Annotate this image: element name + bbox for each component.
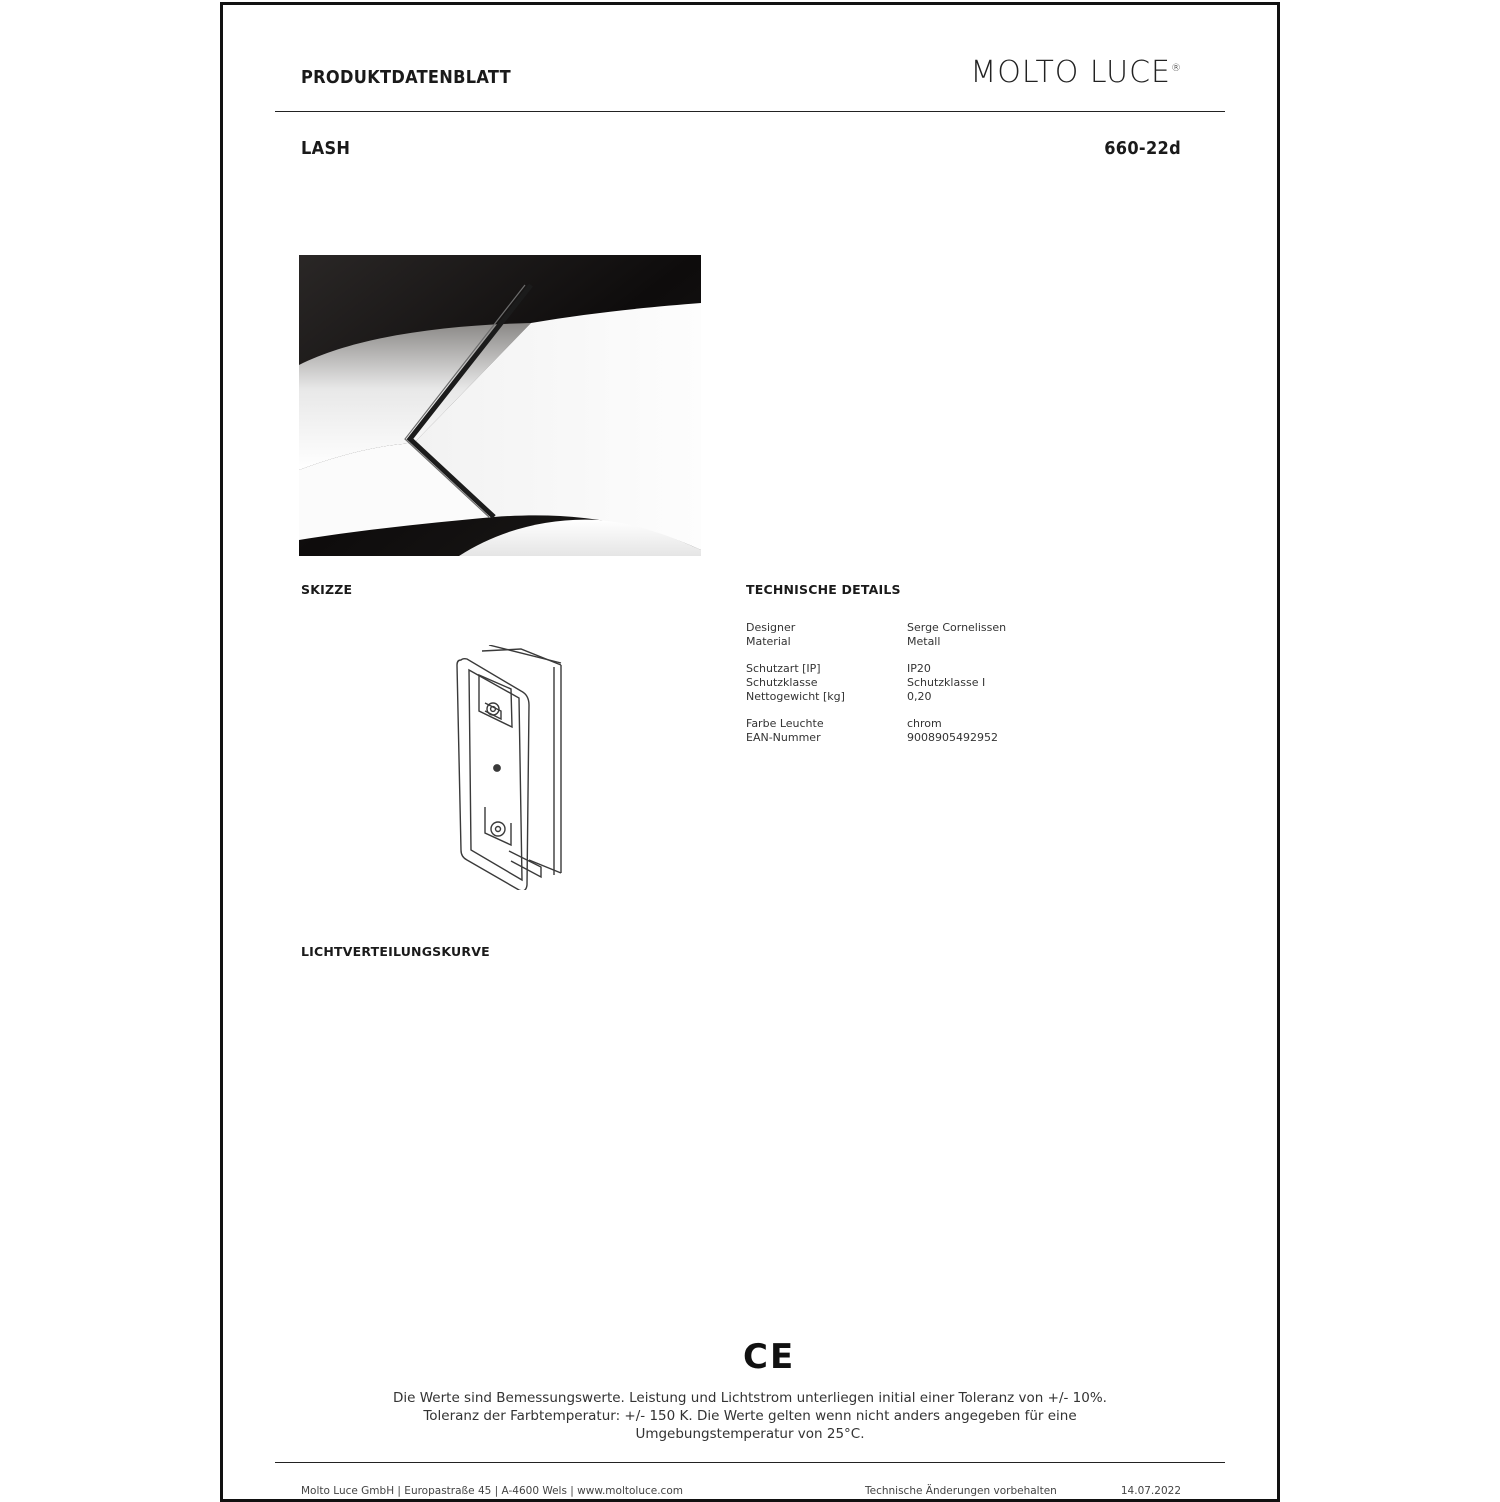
section-title-sketch: SKIZZE [301,582,353,597]
spec-value-designer: Serge Cornelissen [907,621,1007,634]
spec-label-protection-class: Schutzklasse [746,676,818,689]
datasheet-page [220,2,1280,1502]
spec-value-ean: 9008905492952 [907,731,998,744]
spec-label-color: Farbe Leuchte [746,717,824,730]
brand-name: MOLTO LUCE [970,55,1171,90]
footer-date: 14.07.2022 [1120,1485,1181,1497]
section-title-technical-details: TECHNISCHE DETAILS [746,582,901,597]
disclaimer-line-1: Die Werte sind Bemessungswerte. Leistung und Lichtstrom unterliegen initial einer Toleranz von +/- 10%. [393,1390,1107,1406]
section-title-light-distribution: LICHTVERTEILUNGSKURVE [301,944,490,959]
footer-notice: Technische Änderungen vorbehalten [865,1485,1057,1497]
product-photo [299,255,701,556]
spec-value-material: Metall [907,635,941,648]
disclaimer-text [275,1389,1225,1443]
footer-company-info: Molto Luce GmbH | Europastraße 45 | A-4600 Wels | www.moltoluce.com [301,1485,683,1497]
disclaimer-line-3: Umgebungstemperatur von 25°C. [635,1426,865,1442]
spec-label-ean: EAN-Nummer [746,731,821,744]
spec-label-weight: Nettogewicht [kg] [746,690,845,703]
footer-divider [275,1462,1225,1463]
sketch-drawing [449,645,569,890]
ce-mark-icon: CE [743,1337,796,1377]
disclaimer-line-2: Toleranz der Farbtemperatur: +/- 150 K. Die Werte gelten wenn nicht anders angegeben für eine [423,1408,1077,1424]
registered-mark: ® [1171,63,1182,74]
spec-label-designer: Designer [746,621,796,634]
spec-values [907,621,1006,745]
spec-value-weight: 0,20 [907,690,932,703]
document-type-title: PRODUKTDATENBLATT [301,67,511,88]
spec-value-ip: IP20 [907,662,931,675]
spec-value-color: chrom [907,717,942,730]
product-name: LASH [301,138,351,159]
brand-logo [970,55,1182,90]
header-divider [275,111,1225,112]
spec-label-ip: Schutzart [IP] [746,662,821,675]
spec-label-material: Material [746,635,791,648]
spec-value-protection-class: Schutzklasse I [907,676,986,689]
spec-labels [746,621,845,745]
product-code: 660-22d [1104,138,1181,159]
